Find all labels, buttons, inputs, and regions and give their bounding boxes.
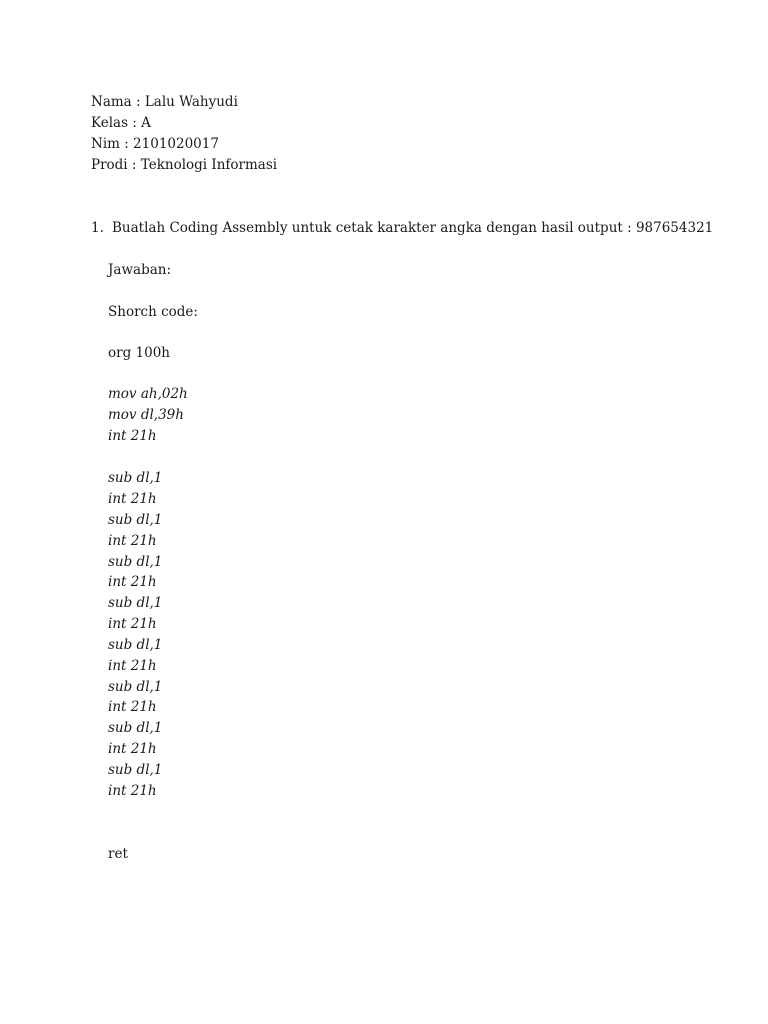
code-line: int 21h <box>108 741 157 757</box>
code-org: org 100h <box>108 345 170 361</box>
code-line: sub dl,1 <box>108 470 163 486</box>
code-ret: ret <box>108 846 128 862</box>
question-text: Buatlah Coding Assembly untuk cetak karakter angka dengan hasil output : 987654321 <box>112 220 714 236</box>
code-line: sub dl,1 <box>108 554 163 570</box>
student-nim: Nim : 2101020017 <box>91 136 219 152</box>
code-line: mov ah,02h <box>108 386 188 402</box>
code-line: sub dl,1 <box>108 762 163 778</box>
code-line: sub dl,1 <box>108 679 163 695</box>
code-line: sub dl,1 <box>108 720 163 736</box>
code-line: int 21h <box>108 428 157 444</box>
code-line: sub dl,1 <box>108 512 163 528</box>
student-name: Nama : Lalu Wahyudi <box>91 94 238 110</box>
code-line: int 21h <box>108 699 157 715</box>
code-line: int 21h <box>108 783 157 799</box>
code-line: int 21h <box>108 574 157 590</box>
student-class: Kelas : A <box>91 115 151 131</box>
answer-label: Jawaban: <box>108 262 171 278</box>
code-line: mov dl,39h <box>108 407 184 423</box>
source-code-label: Shorch code: <box>108 304 198 320</box>
code-line: sub dl,1 <box>108 595 163 611</box>
student-prodi: Prodi : Teknologi Informasi <box>91 157 278 173</box>
code-line: int 21h <box>108 491 157 507</box>
code-line: int 21h <box>108 658 157 674</box>
code-line: sub dl,1 <box>108 637 163 653</box>
code-line: int 21h <box>108 616 157 632</box>
question-number: 1. <box>91 220 104 236</box>
code-line: int 21h <box>108 533 157 549</box>
